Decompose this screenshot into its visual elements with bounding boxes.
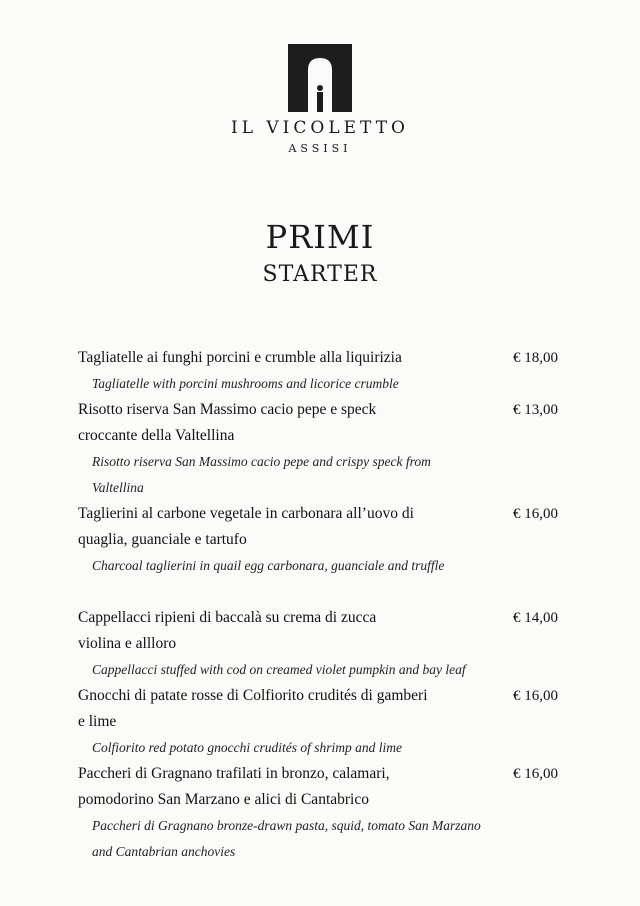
dish-name-english: Tagliatelle with porcini mushrooms and licorice crumble: [92, 376, 399, 391]
restaurant-city: ASSISI: [288, 142, 352, 155]
restaurant-name: IL VICOLETTO: [231, 118, 409, 138]
dish-price: € 16,00: [513, 766, 558, 782]
menu-item: [78, 397, 598, 501]
dish-name-italian: Gnocchi di patate rosse di Colfiorito crudités di gamberi e lime: [78, 687, 428, 730]
dish-name-english: Risotto riserva San Massimo cacio pepe and crispy speck from Valtellina: [92, 454, 431, 495]
dish-name-italian: Taglierini al carbone vegetale in carbonara all’uovo di quaglia, guanciale e tartufo: [78, 505, 414, 548]
menu-item: [78, 605, 598, 683]
dish-price: € 13,00: [513, 402, 558, 418]
menu-item: [78, 761, 598, 865]
menu-item: [78, 345, 598, 397]
section-title-italian: PRIMI: [265, 218, 375, 256]
dish-name-italian: Risotto riserva San Massimo cacio pepe e speck croccante della Valtellina: [78, 401, 377, 444]
dish-price: € 16,00: [513, 506, 558, 522]
dish-price: € 14,00: [513, 610, 558, 626]
dish-name-italian: Cappellacci ripieni di baccalà su crema di zucca violina e allloro: [78, 609, 377, 652]
dish-name-english: Paccheri di Gragnano bronze-drawn pasta, squid, tomato San Marzano and Cantabrian anchovies: [92, 818, 481, 859]
dish-name-english: Charcoal taglierini in quail egg carbonara, guanciale and truffle: [92, 558, 445, 573]
dish-price: € 16,00: [513, 688, 558, 704]
archway-logo-icon: [288, 44, 352, 112]
dish-price: € 18,00: [513, 350, 558, 366]
dish-name-english: Colfiorito red potato gnocchi crudités of shrimp and lime: [92, 740, 402, 755]
section-title-english: STARTER: [262, 262, 378, 287]
menu-item: [78, 501, 598, 579]
dish-name-english: Cappellacci stuffed with cod on creamed violet pumpkin and bay leaf: [92, 662, 466, 677]
dish-name-italian: Paccheri di Gragnano trafilati in bronzo, calamari, pomodorino San Marzano e alici di Cantabrico: [78, 765, 390, 808]
dish-name-italian: Tagliatelle ai funghi porcini e crumble alla liquirizia: [78, 349, 402, 366]
menu-item: [78, 683, 598, 761]
